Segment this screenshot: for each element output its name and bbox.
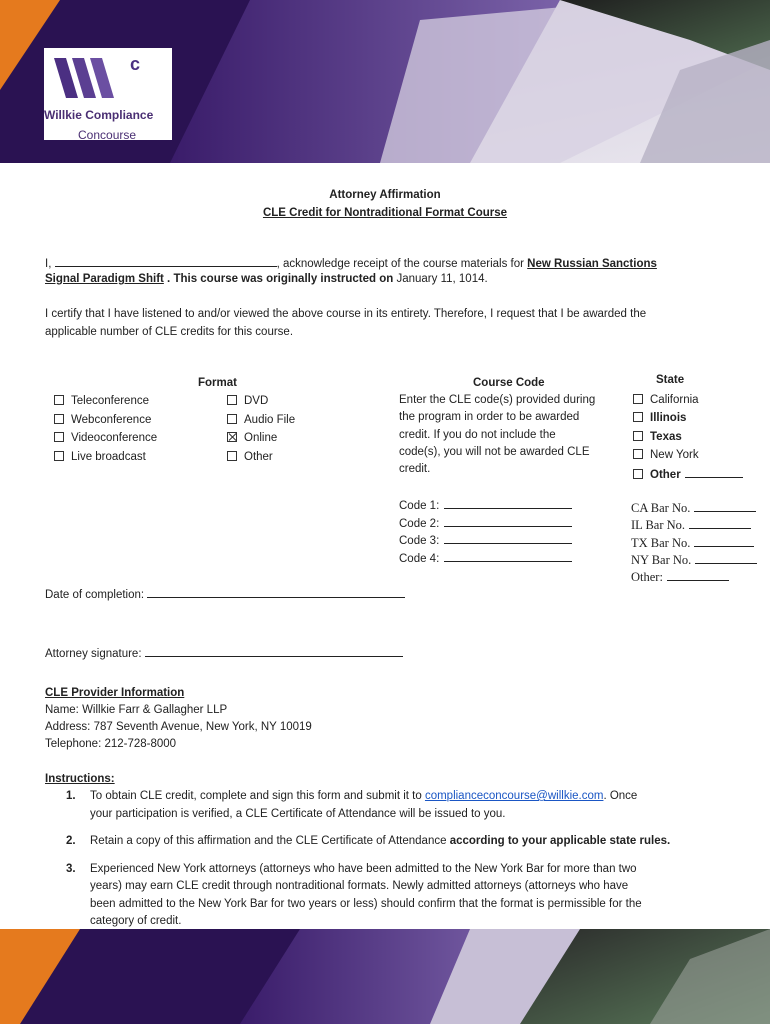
format-option-other-label: Other bbox=[244, 450, 273, 463]
company-logo bbox=[44, 48, 172, 140]
format-option-videoconference-checkbox[interactable] bbox=[54, 432, 64, 442]
course-name-part1: New Russian Sanctions bbox=[527, 258, 657, 270]
state-option-texas[interactable] bbox=[633, 429, 682, 446]
bar-number-field[interactable] bbox=[694, 499, 756, 512]
bar-number-field[interactable] bbox=[695, 551, 757, 564]
state-option-illinois-label: Illinois bbox=[650, 412, 687, 425]
course-code-desc-line: Enter the CLE code(s) provided during bbox=[399, 394, 596, 406]
email-link[interactable]: complianceconcourse@willkie.com bbox=[424, 790, 604, 802]
course-code-desc-line: the program in order to be awarded bbox=[399, 411, 580, 424]
date-field[interactable] bbox=[147, 585, 405, 598]
state-option-california-label: California bbox=[650, 394, 699, 406]
bar-number-row bbox=[631, 516, 751, 534]
format-option-teleconference-checkbox[interactable] bbox=[54, 395, 64, 405]
header-banner bbox=[0, 0, 770, 163]
certify-line-1: I certify that I have listened to and/or viewed the above course in its entirety. Therefore, I request that I be awarded the bbox=[45, 308, 647, 320]
logo-sub: Concourse bbox=[78, 128, 137, 142]
format-option-live-broadcast-checkbox[interactable] bbox=[54, 451, 64, 461]
form-subtitle: CLE Credit for Nontraditional Format Course bbox=[262, 207, 508, 219]
format-option-dvd[interactable] bbox=[227, 393, 268, 410]
signature-field[interactable] bbox=[145, 644, 403, 657]
footer-graphic bbox=[0, 929, 770, 1024]
format-option-webconference-checkbox[interactable] bbox=[54, 414, 64, 424]
format-option-online[interactable] bbox=[227, 430, 277, 447]
course-code-desc-line: credit. bbox=[399, 463, 431, 476]
format-heading: Format bbox=[198, 377, 237, 389]
course-code-desc-line: code(s), you will not be awarded CLE bbox=[399, 445, 590, 458]
instruction-1-cont: your participation is verified, a CLE Certificate of Attendance will be issued to you. bbox=[90, 808, 506, 820]
form-title: Attorney Affirmation bbox=[329, 189, 441, 201]
bar-number-label: Other: bbox=[631, 570, 663, 585]
format-option-online-label: Online bbox=[244, 432, 278, 444]
instruction-1: 1. To obtain CLE credit, complete and sign this form and submit it to complianceconcourse@willkie.com. Once bbox=[66, 790, 638, 802]
state-option-illinois-checkbox[interactable] bbox=[633, 412, 643, 422]
format-option-webconference[interactable] bbox=[54, 412, 151, 429]
ack-line-2: Signal Paradigm Shift . This course was originally instructed on January 11, 1014. bbox=[45, 273, 488, 285]
bar-number-field[interactable] bbox=[694, 534, 754, 547]
instruction-3-line: years) may earn CLE credit through nontraditional formats. Newly admitted attorneys (attorneys who have bbox=[90, 880, 629, 893]
format-option-teleconference-label: Teleconference bbox=[71, 395, 149, 407]
format-option-dvd-checkbox[interactable] bbox=[227, 395, 237, 405]
signature-row bbox=[45, 644, 403, 663]
format-option-audio-file-label: Audio File bbox=[244, 413, 296, 426]
format-option-teleconference[interactable] bbox=[54, 393, 149, 410]
format-option-videoconference-label: Videoconference bbox=[71, 432, 158, 444]
format-option-audio-file[interactable] bbox=[227, 412, 295, 429]
instruction-2: 2. Retain a copy of this affirmation and the CLE Certificate of Attendance according to your applicable state rules. bbox=[66, 835, 671, 847]
code-2-label: Code 2: bbox=[399, 517, 440, 530]
code-3-row bbox=[399, 531, 572, 550]
date-row bbox=[45, 585, 405, 604]
course-date: January 11, 1014. bbox=[396, 273, 488, 285]
state-option-new-york-checkbox[interactable] bbox=[633, 449, 643, 459]
bar-number-label: IL Bar No. bbox=[631, 518, 686, 533]
date-label: Date of completion: bbox=[45, 589, 145, 601]
state-option-other-checkbox[interactable] bbox=[633, 469, 643, 479]
code-2-field[interactable] bbox=[444, 514, 572, 527]
logo-mark-icon bbox=[44, 48, 172, 108]
format-option-online-checkbox[interactable] bbox=[227, 432, 237, 442]
bar-number-row bbox=[631, 534, 754, 552]
format-option-videoconference[interactable] bbox=[54, 430, 157, 447]
code-3-label: Code 3: bbox=[399, 535, 440, 547]
state-option-other-label: Other bbox=[650, 469, 681, 482]
state-other-field[interactable] bbox=[685, 465, 743, 478]
code-1-row bbox=[399, 496, 572, 515]
bar-number-label: TX Bar No. bbox=[631, 535, 691, 550]
bar-number-row bbox=[631, 499, 756, 517]
logo-name: Willkie Compliance bbox=[44, 108, 154, 122]
provider-telephone: Telephone: 212-728-8000 bbox=[45, 738, 177, 750]
state-option-other[interactable] bbox=[633, 465, 743, 484]
code-1-field[interactable] bbox=[444, 496, 572, 509]
certify-line-2: applicable number of CLE credits for this course. bbox=[45, 326, 294, 338]
state-option-texas-label: Texas bbox=[650, 430, 682, 443]
code-4-label: Code 4: bbox=[399, 552, 440, 565]
code-4-field[interactable] bbox=[444, 549, 572, 562]
format-option-live-broadcast[interactable] bbox=[54, 449, 146, 466]
code-1-label: Code 1: bbox=[399, 500, 440, 512]
instructions-heading: Instructions: bbox=[45, 773, 115, 785]
format-option-dvd-label: DVD bbox=[244, 395, 269, 407]
bar-number-row bbox=[631, 551, 757, 569]
ack-line-1: I, , acknowledge receipt of the course materials for New Russian Sanctions bbox=[45, 254, 657, 273]
state-option-california[interactable] bbox=[633, 392, 699, 409]
logo-mark-letter: c bbox=[130, 54, 141, 74]
footer-banner bbox=[0, 929, 770, 1024]
state-option-new-york-label: New York bbox=[650, 448, 699, 461]
provider-heading: CLE Provider Information bbox=[45, 687, 185, 699]
state-option-new-york[interactable] bbox=[633, 447, 699, 464]
code-2-row bbox=[399, 514, 572, 533]
format-option-webconference-label: Webconference bbox=[71, 413, 152, 426]
instruction-3-line: category of credit. bbox=[90, 914, 182, 927]
state-option-texas-checkbox[interactable] bbox=[633, 431, 643, 441]
state-option-illinois[interactable] bbox=[633, 410, 686, 427]
bar-number-field[interactable] bbox=[689, 516, 751, 529]
instruction-3-number: 3. bbox=[66, 863, 76, 875]
bar-number-label: NY Bar No. bbox=[631, 552, 692, 567]
instruction-3-line: been admitted to the New York Bar for two years or less) should confirm that the format is permissible for the bbox=[90, 897, 642, 910]
provider-address: Address: 787 Seventh Avenue, New York, NY 10019 bbox=[45, 721, 312, 733]
format-option-other-checkbox[interactable] bbox=[227, 451, 237, 461]
format-option-live-broadcast-label: Live broadcast bbox=[71, 450, 146, 463]
format-option-audio-file-checkbox[interactable] bbox=[227, 414, 237, 424]
code-3-field[interactable] bbox=[444, 531, 572, 544]
course-code-desc-line: credit. If you do not include the bbox=[399, 428, 556, 441]
provider-name: Name: Willkie Farr & Gallagher LLP bbox=[45, 704, 228, 716]
attorney-name-field[interactable] bbox=[55, 254, 277, 267]
signature-label: Attorney signature: bbox=[45, 648, 142, 660]
bar-number-label: CA Bar No. bbox=[631, 501, 691, 515]
bar-number-field[interactable] bbox=[667, 568, 729, 581]
bar-number-row bbox=[631, 568, 729, 586]
code-4-row bbox=[399, 549, 572, 568]
instruction-3-line: Experienced New York attorneys (attorneys who have been admitted to the New York Bar for more than two bbox=[90, 863, 637, 875]
format-option-other[interactable] bbox=[227, 449, 273, 466]
state-option-california-checkbox[interactable] bbox=[633, 394, 643, 404]
course-name-part2: Signal Paradigm Shift bbox=[45, 273, 164, 285]
state-heading: State bbox=[656, 374, 685, 386]
course-code-heading: Course Code bbox=[473, 377, 545, 389]
